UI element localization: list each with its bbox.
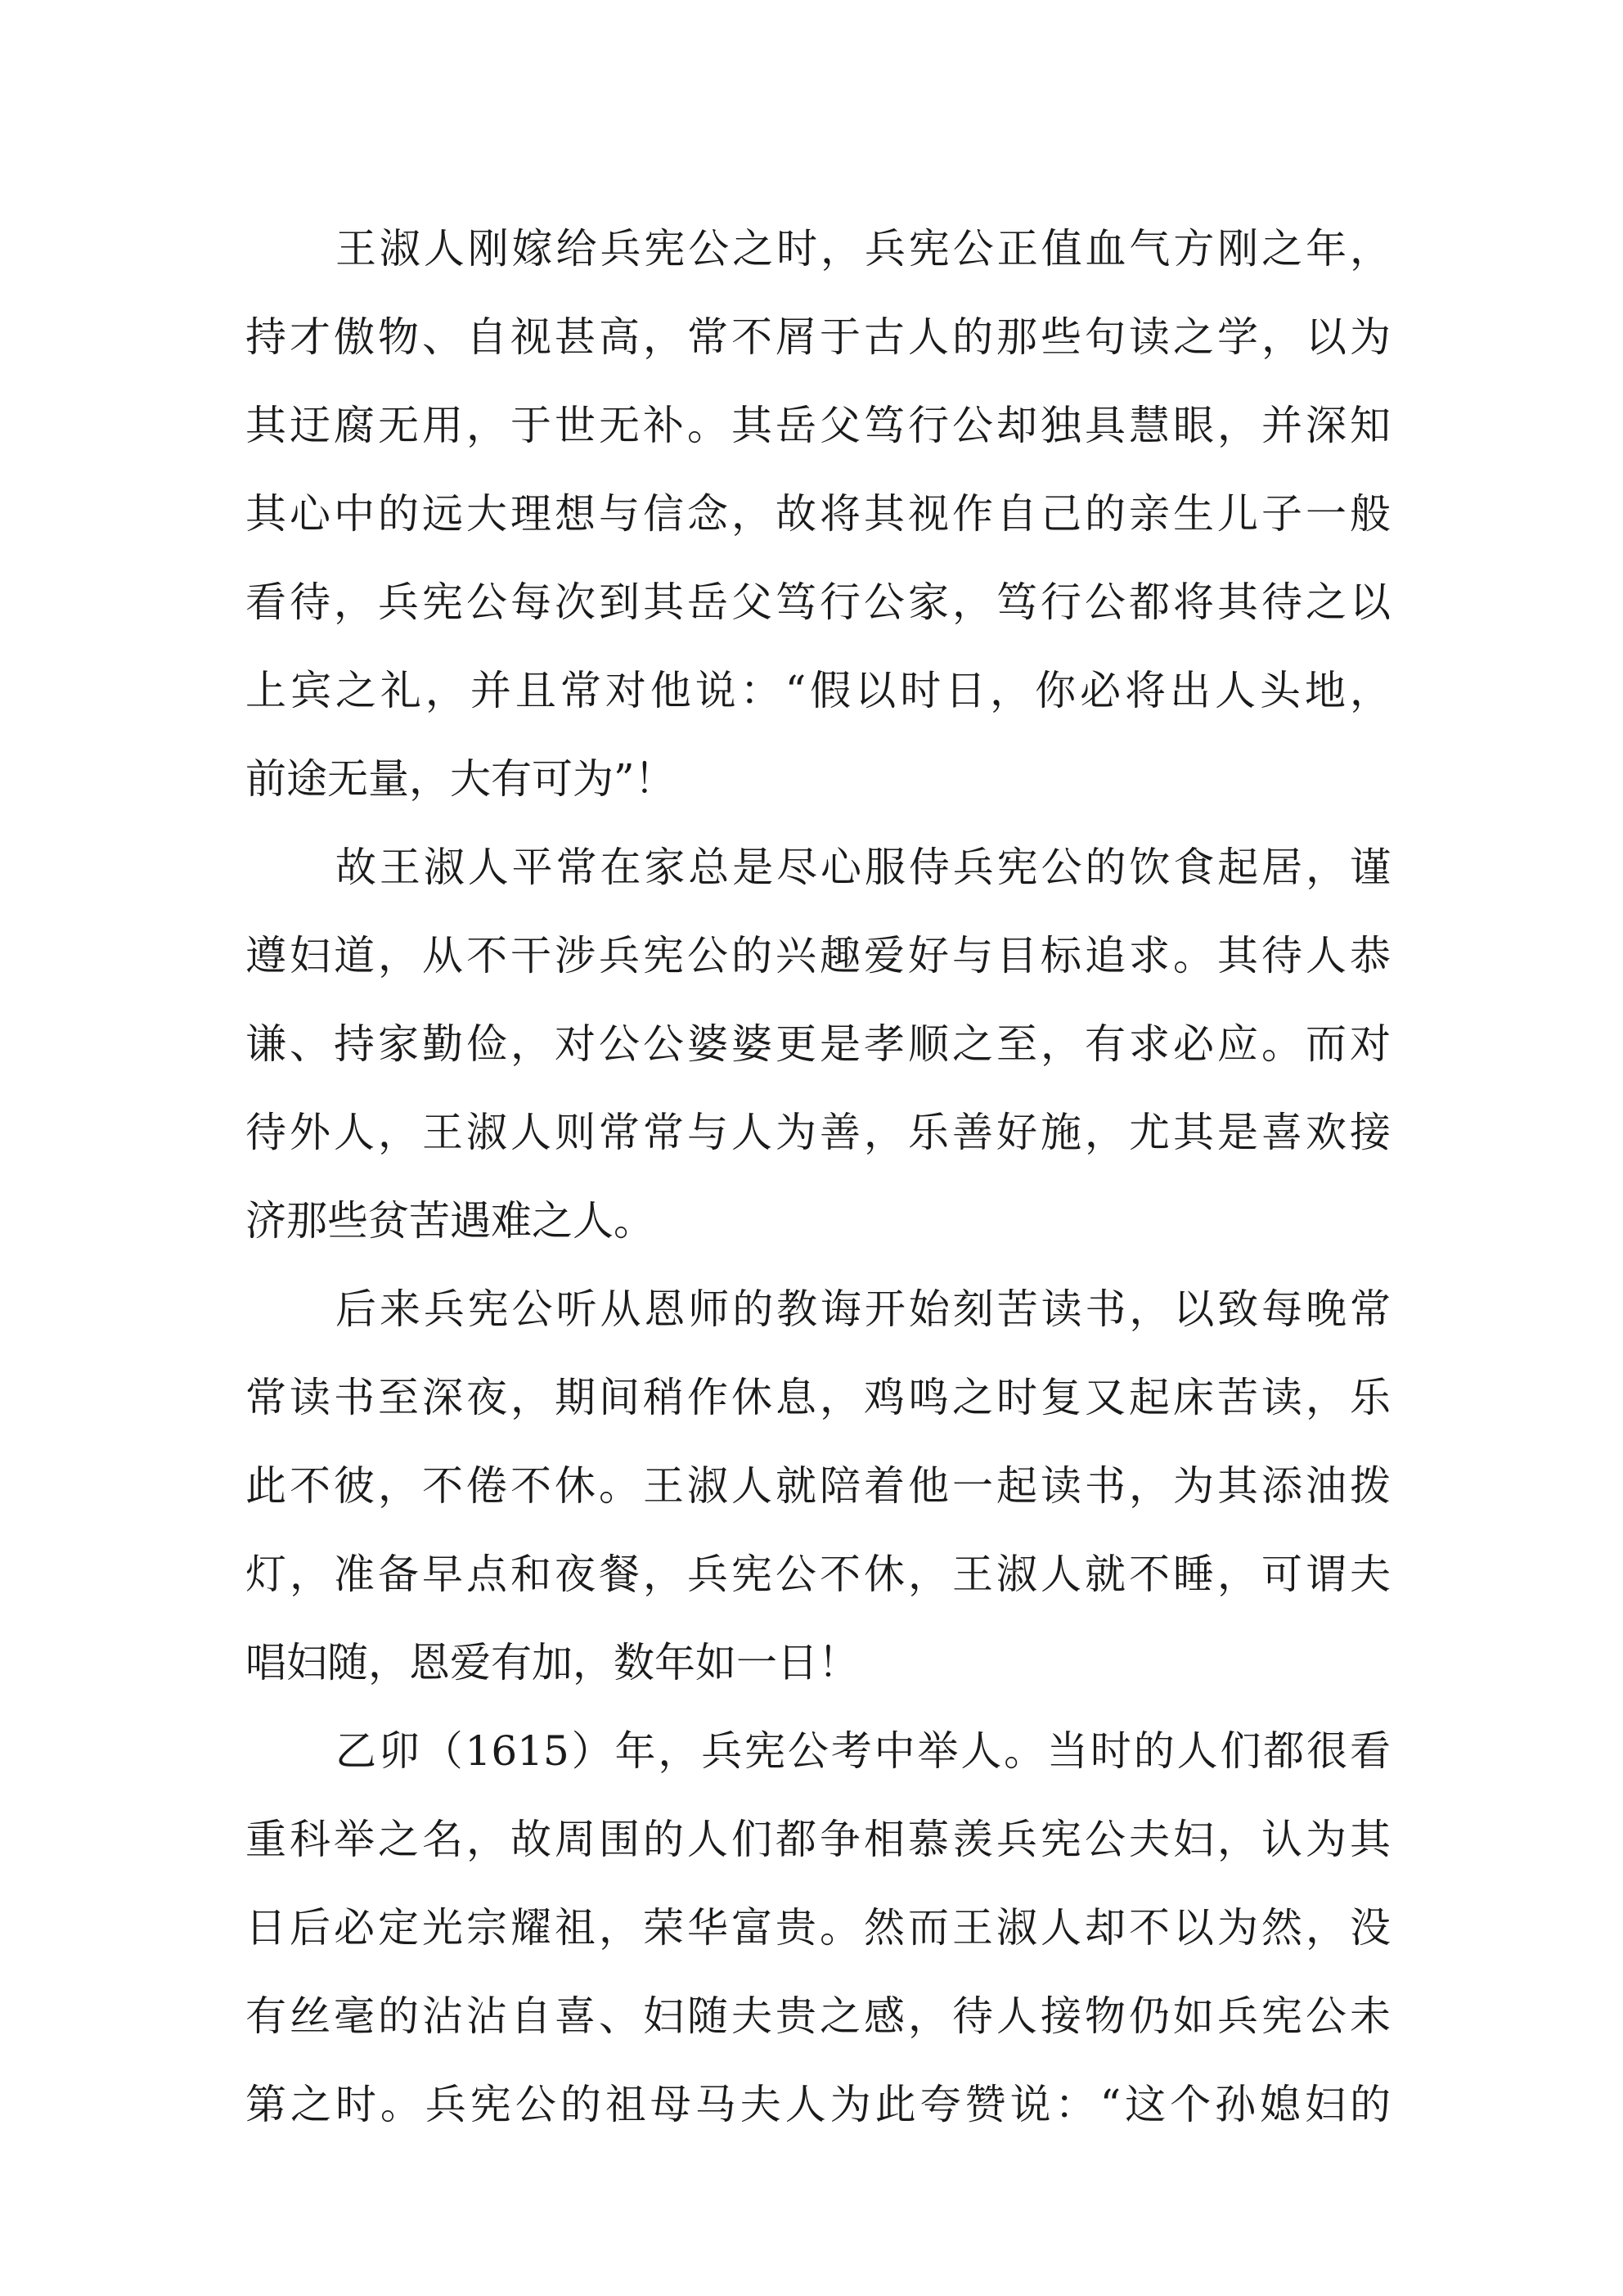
paragraph-4-line-3: 日后必定光宗耀祖，荣华富贵。然而王淑人却不以为然，没 xyxy=(245,1904,1391,1952)
paragraph-4-line-5: 第之时。兵宪公的祖母马夫人为此夸赞说：“这个孙媳妇的 xyxy=(245,2081,1391,2128)
paragraph-4-line-1: 乙卯（1615）年，兵宪公考中举人。当时的人们都很看 xyxy=(335,1727,1391,1775)
paragraph-2-line-2: 遵妇道，从不干涉兵宪公的兴趣爱好与目标追求。其待人恭 xyxy=(245,932,1391,979)
paragraph-1-line-6: 上宾之礼，并且常对他说：“假以时日，你必将出人头地， xyxy=(245,667,1391,714)
paragraph-4-line-2: 重科举之名，故周围的人们都争相慕羡兵宪公夫妇，认为其 xyxy=(245,1816,1391,1863)
paragraph-2-line-1: 故王淑人平常在家总是尽心服侍兵宪公的饮食起居，谨 xyxy=(335,844,1391,891)
paragraph-2-line-5: 济那些贫苦遇难之人。 xyxy=(245,1197,654,1245)
paragraph-3-line-5: 唱妇随，恩爱有加，数年如一日！ xyxy=(245,1639,859,1686)
paragraph-1-line-5: 看待，兵宪公每次到其岳父笃行公家，笃行公都将其待之以 xyxy=(245,579,1391,626)
paragraph-3-line-2: 常读书至深夜，期间稍作休息，鸡鸣之时复又起床苦读，乐 xyxy=(245,1374,1391,1421)
paragraph-2-line-3: 谦、持家勤俭，对公公婆婆更是孝顺之至，有求必应。而对 xyxy=(245,1020,1391,1068)
paragraph-1-line-3: 其迂腐无用，于世无补。其岳父笃行公却独具慧眼，并深知 xyxy=(245,402,1391,449)
paragraph-1-line-4: 其心中的远大理想与信念，故将其视作自己的亲生儿子一般 xyxy=(245,490,1391,538)
body-text xyxy=(245,205,1391,2149)
paragraph-1-line-7: 前途无量，大有可为”！ xyxy=(245,755,676,803)
paragraph-3-line-1: 后来兵宪公听从恩师的教诲开始刻苦读书，以致每晚常 xyxy=(335,1285,1391,1333)
paragraph-1-line-1: 王淑人刚嫁给兵宪公之时，兵宪公正值血气方刚之年， xyxy=(335,225,1391,272)
paragraph-4-line-4: 有丝毫的沾沾自喜、妇随夫贵之感，待人接物仍如兵宪公未 xyxy=(245,1992,1391,2040)
paragraph-2-line-4: 待外人，王淑人则常常与人为善，乐善好施，尤其是喜欢接 xyxy=(245,1109,1391,1156)
paragraph-3-line-3: 此不彼，不倦不休。王淑人就陪着他一起读书，为其添油拨 xyxy=(245,1462,1391,1510)
paragraph-3-line-4: 灯，准备早点和夜餐，兵宪公不休，王淑人就不睡，可谓夫 xyxy=(245,1551,1391,1598)
paragraph-1-line-2: 持才傲物、自视甚高，常不屑于古人的那些句读之学，以为 xyxy=(245,313,1391,361)
